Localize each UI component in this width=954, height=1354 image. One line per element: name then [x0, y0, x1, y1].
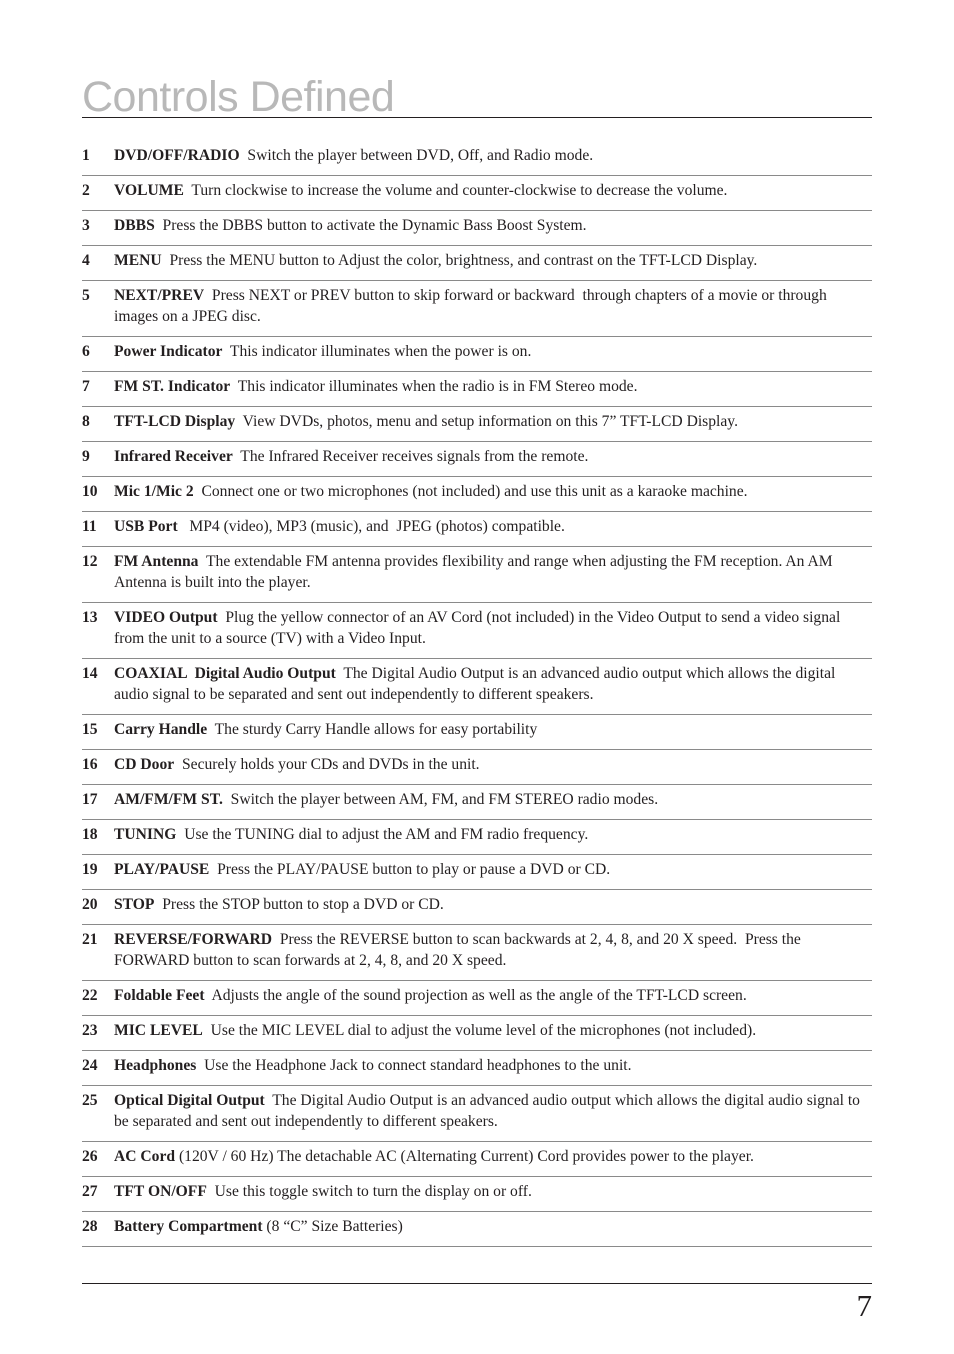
control-row — [82, 1051, 872, 1086]
page-title: Controls Defined — [82, 73, 395, 121]
control-description: Use the TUNING dial to adjust the AM and FM radio frequency. — [176, 826, 589, 843]
control-text — [114, 1055, 872, 1076]
control-row — [82, 246, 872, 281]
control-description: Connect one or two microphones (not included) and use this unit as a karaoke machine. — [193, 483, 748, 500]
control-description: Use the MIC LEVEL dial to adjust the volume level of the microphones (not included). — [202, 1022, 757, 1039]
control-text — [114, 250, 872, 271]
control-text — [114, 145, 872, 166]
control-name: VIDEO Output — [114, 609, 218, 626]
control-row — [82, 1086, 872, 1142]
control-number: 24 — [82, 1057, 98, 1074]
control-name: VOLUME — [114, 182, 184, 199]
control-description: MP4 (video), MP3 (music), and JPEG (photos) compatible. — [177, 518, 565, 535]
control-description: View DVDs, photos, menu and setup information on this 7” TFT-LCD Display. — [235, 413, 738, 430]
control-number: 5 — [82, 287, 90, 304]
control-description: Turn clockwise to increase the volume and counter-clockwise to decrease the volume. — [183, 182, 728, 199]
control-text — [114, 376, 872, 397]
control-name: Power Indicator — [114, 343, 223, 360]
control-number: 17 — [82, 791, 98, 808]
control-description: Press the DBBS button to activate the Dynamic Bass Boost System. — [154, 217, 587, 234]
control-text — [114, 824, 872, 845]
control-description: Use the Headphone Jack to connect standard headphones to the unit. — [196, 1057, 632, 1074]
control-text — [114, 1090, 872, 1132]
control-description: (8 “C” Size Batteries) — [262, 1218, 403, 1235]
control-number: 28 — [82, 1218, 98, 1235]
control-description: The Digital Audio Output is an advanced audio output which allows the digital audio signal to be separated and sent out independently to different speakers. — [114, 1092, 864, 1130]
control-number: 23 — [82, 1022, 98, 1039]
control-text — [114, 754, 872, 775]
control-row — [82, 1177, 872, 1212]
control-name: Carry Handle — [114, 721, 208, 738]
control-name: REVERSE/FORWARD — [114, 931, 273, 948]
control-row — [82, 337, 872, 372]
control-number: 25 — [82, 1092, 98, 1109]
control-text — [114, 929, 872, 971]
control-number: 6 — [82, 343, 90, 360]
control-row — [82, 477, 872, 512]
control-number: 2 — [82, 182, 90, 199]
control-row — [82, 981, 872, 1016]
control-text — [114, 1181, 872, 1202]
control-number: 3 — [82, 217, 90, 234]
control-text — [114, 411, 872, 432]
control-name: AC Cord — [114, 1148, 176, 1165]
control-number: 13 — [82, 609, 98, 626]
control-name: Mic 1/Mic 2 — [114, 483, 194, 500]
control-number: 26 — [82, 1148, 98, 1165]
control-text — [114, 180, 872, 201]
control-text — [114, 341, 872, 362]
control-row — [82, 715, 872, 750]
control-description: The sturdy Carry Handle allows for easy portability — [207, 721, 538, 738]
control-description: Press the STOP button to stop a DVD or CD. — [154, 896, 444, 913]
control-row — [82, 141, 872, 176]
control-name: FM Antenna — [114, 553, 199, 570]
control-description: Switch the player between AM, FM, and FM STEREO radio modes. — [222, 791, 659, 808]
control-row — [82, 1016, 872, 1051]
control-name: PLAY/PAUSE — [114, 861, 210, 878]
control-name: FM ST. Indicator — [114, 378, 231, 395]
control-description: Press the MENU button to Adjust the color, brightness, and contrast on the TFT-LCD Display. — [161, 252, 758, 269]
control-row — [82, 407, 872, 442]
control-number: 9 — [82, 448, 90, 465]
control-row — [82, 281, 872, 337]
control-name: CD Door — [114, 756, 175, 773]
control-text — [114, 285, 872, 327]
control-number: 21 — [82, 931, 98, 948]
control-text — [114, 516, 872, 537]
control-text — [114, 1216, 872, 1237]
control-number: 4 — [82, 252, 90, 269]
control-name: DVD/OFF/RADIO — [114, 147, 240, 164]
control-name: Infrared Receiver — [114, 448, 233, 465]
control-number: 19 — [82, 861, 98, 878]
control-text — [114, 481, 872, 502]
control-name: TFT-LCD Display — [114, 413, 236, 430]
control-description: Securely holds your CDs and DVDs in the unit. — [174, 756, 480, 773]
control-number: 20 — [82, 896, 98, 913]
controls-list — [82, 141, 872, 1247]
control-row — [82, 1212, 872, 1247]
control-name: MENU — [114, 252, 162, 269]
control-text — [114, 985, 872, 1006]
control-name: Headphones — [114, 1057, 197, 1074]
control-description: Switch the player between DVD, Off, and Radio mode. — [239, 147, 594, 164]
control-row — [82, 785, 872, 820]
control-number: 11 — [82, 518, 97, 535]
control-text — [114, 551, 872, 593]
control-description: The extendable FM antenna provides flexibility and range when adjusting the FM reception. An AM Antenna is built into the player. — [114, 553, 836, 591]
control-row — [82, 603, 872, 659]
control-row — [82, 750, 872, 785]
control-description: This indicator illuminates when the power is on. — [222, 343, 532, 360]
control-name: NEXT/PREV — [114, 287, 205, 304]
control-row — [82, 512, 872, 547]
control-number: 27 — [82, 1183, 98, 1200]
control-name: Battery Compartment — [114, 1218, 263, 1235]
control-name: AM/FM/FM ST. — [114, 791, 223, 808]
control-text — [114, 1146, 872, 1167]
control-name: COAXIAL Digital Audio Output — [114, 665, 336, 682]
control-row — [82, 820, 872, 855]
control-number: 16 — [82, 756, 98, 773]
control-description: Plug the yellow connector of an AV Cord (not included) in the Video Output to send a video signal from the unit to a source (TV) with a Video Input. — [114, 609, 845, 647]
control-text — [114, 719, 872, 740]
control-description: Adjusts the angle of the sound projection as well as the angle of the TFT-LCD screen. — [204, 987, 747, 1004]
control-description: The Digital Audio Output is an advanced audio output which allows the digital audio signal to be separated and sent out independently to different speakers. — [114, 665, 840, 703]
footer-divider — [82, 1283, 872, 1284]
control-name: USB Port — [114, 518, 178, 535]
control-row — [82, 659, 872, 715]
control-row — [82, 1142, 872, 1177]
control-number: 18 — [82, 826, 98, 843]
control-name: Optical Digital Output — [114, 1092, 265, 1109]
control-description: Press the PLAY/PAUSE button to play or pause a DVD or CD. — [209, 861, 611, 878]
control-row — [82, 176, 872, 211]
control-text — [114, 663, 872, 705]
control-row — [82, 547, 872, 603]
control-number: 8 — [82, 413, 90, 430]
control-text — [114, 446, 872, 467]
control-text — [114, 607, 872, 649]
title-divider — [82, 117, 872, 118]
control-row — [82, 855, 872, 890]
control-description: (120V / 60 Hz) The detachable AC (Alternating Current) Cord provides power to the player. — [175, 1148, 754, 1165]
control-row — [82, 890, 872, 925]
control-description: Press the REVERSE button to scan backwards at 2, 4, 8, and 20 X speed. Press the FORWARD button to scan forwards at 2, 4, 8, and 20 X speed. — [114, 931, 805, 969]
control-description: The Infrared Receiver receives signals from the remote. — [232, 448, 589, 465]
page-number: 7 — [856, 1288, 872, 1323]
control-row — [82, 442, 872, 477]
control-description: This indicator illuminates when the radio is in FM Stereo mode. — [230, 378, 638, 395]
control-text — [114, 789, 872, 810]
control-description: Press NEXT or PREV button to skip forward or backward through chapters of a movie or through images on a JPEG disc. — [114, 287, 831, 325]
control-name: STOP — [114, 896, 155, 913]
control-row — [82, 925, 872, 981]
control-number: 14 — [82, 665, 98, 682]
control-number: 7 — [82, 378, 90, 395]
control-number: 15 — [82, 721, 98, 738]
control-name: TFT ON/OFF — [114, 1183, 207, 1200]
control-text — [114, 215, 872, 236]
control-name: Foldable Feet — [114, 987, 205, 1004]
control-number: 1 — [82, 147, 90, 164]
control-description: Use this toggle switch to turn the display on or off. — [206, 1183, 532, 1200]
control-name: TUNING — [114, 826, 177, 843]
control-number: 12 — [82, 553, 98, 570]
control-text — [114, 894, 872, 915]
control-row — [82, 372, 872, 407]
control-number: 10 — [82, 483, 98, 500]
control-text — [114, 859, 872, 880]
control-row — [82, 211, 872, 246]
control-text — [114, 1020, 872, 1041]
control-number: 22 — [82, 987, 98, 1004]
control-name: MIC LEVEL — [114, 1022, 203, 1039]
control-name: DBBS — [114, 217, 155, 234]
